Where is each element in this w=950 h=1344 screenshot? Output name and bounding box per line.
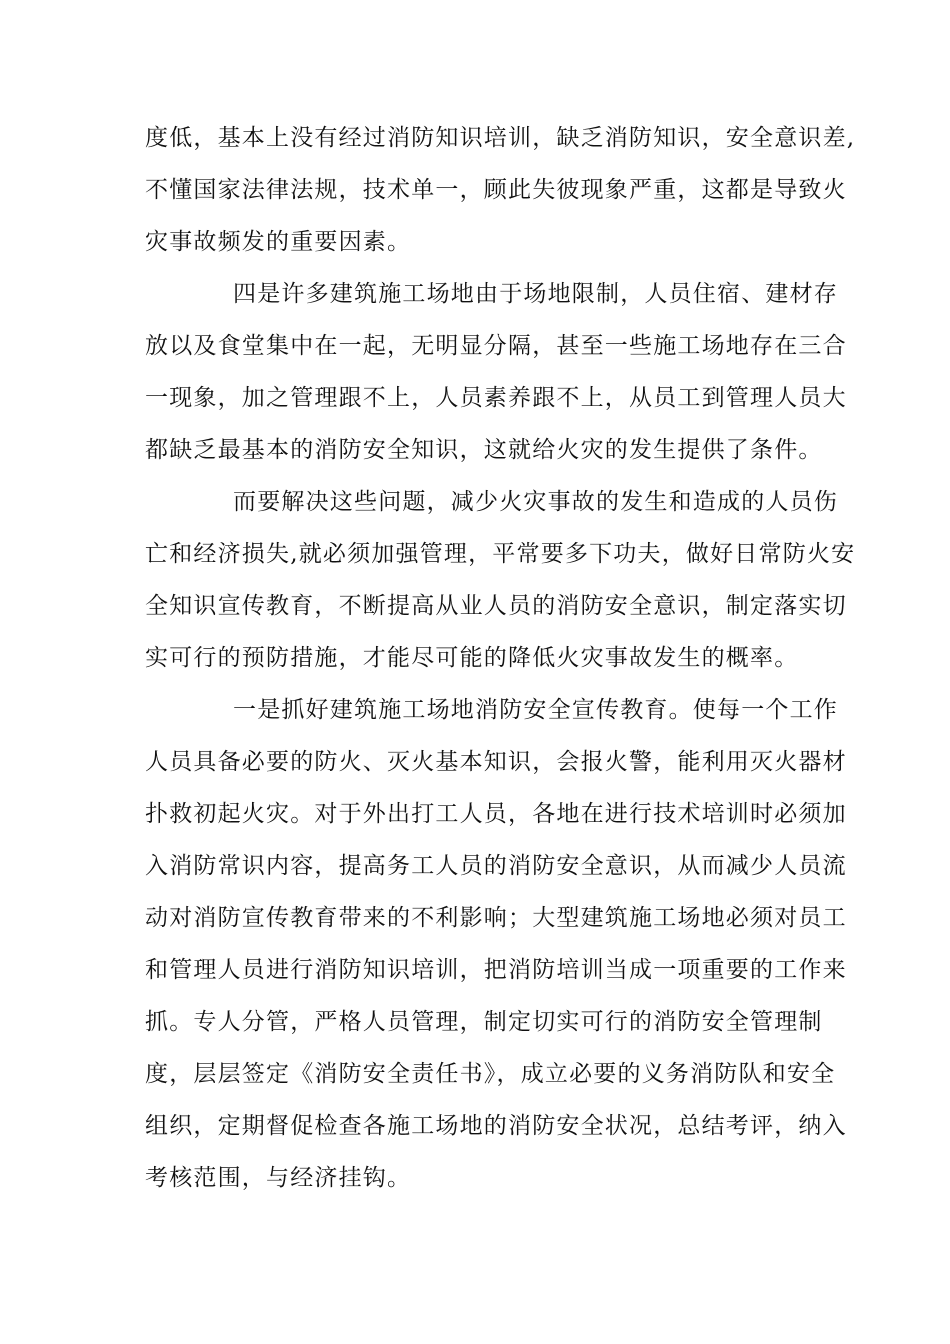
text-line: 和管理人员进行消防知识培训，把消防培训当成一项重要的工作来 [145, 957, 847, 983]
text-line: 不懂国家法律法规，技术单一，顾此失彼现象严重，这都是导致火 [145, 177, 847, 203]
text-line: 实可行的预防措施，才能尽可能的降低火灾事故发生的概率。 [145, 645, 799, 671]
paragraph-first-line: 四是许多建筑施工场地由于场地限制，人员住宿、建材存 [233, 281, 838, 307]
text-line: 度，层层签定《消防安全责任书》，成立必要的义务消防队和安全 [145, 1061, 836, 1087]
text-line: 全知识宣传教育，不断提高从业人员的消防安全意识，制定落实切 [145, 593, 847, 619]
paragraph-first-line: 而要解决这些问题，减少火灾事故的发生和造成的人员伤 [233, 489, 838, 515]
paragraph-first-line: 一是抓好建筑施工场地消防安全宣传教育。使每一个工作 [233, 697, 838, 723]
text-line: 入消防常识内容，提高务工人员的消防安全意识，从而减少人员流 [145, 853, 847, 879]
text-line: 考核范围，与经济挂钩。 [145, 1165, 412, 1191]
text-line: 扑救初起火灾。对于外出打工人员，各地在进行技术培训时必须加 [145, 801, 847, 827]
text-line: 亡和经济损失,就必须加强管理，平常要多下功夫，做好日常防火安 [145, 541, 856, 567]
text-line: 都缺乏最基本的消防安全知识，这就给火灾的发生提供了条件。 [145, 437, 823, 463]
text-line: 组织，定期督促检查各施工场地的消防安全状况，总结考评，纳入 [145, 1113, 847, 1139]
text-line: 一现象，加之管理跟不上，人员素养跟不上，从员工到管理人员大 [145, 385, 847, 411]
text-line: 抓。专人分管，严格人员管理，制定切实可行的消防安全管理制 [145, 1009, 823, 1035]
text-line: 人员具备必要的防火、灭火基本知识，会报火警，能利用灭火器材 [145, 749, 847, 775]
text-line: 动对消防宣传教育带来的不利影响；大型建筑施工场地必须对员工 [145, 905, 847, 931]
text-line: 灾事故频发的重要因素。 [145, 229, 412, 255]
text-line: 放以及食堂集中在一起，无明显分隔，甚至一些施工场地存在三合 [145, 333, 847, 359]
text-line: 度低，基本上没有经过消防知识培训，缺乏消防知识，安全意识差, [145, 125, 856, 151]
